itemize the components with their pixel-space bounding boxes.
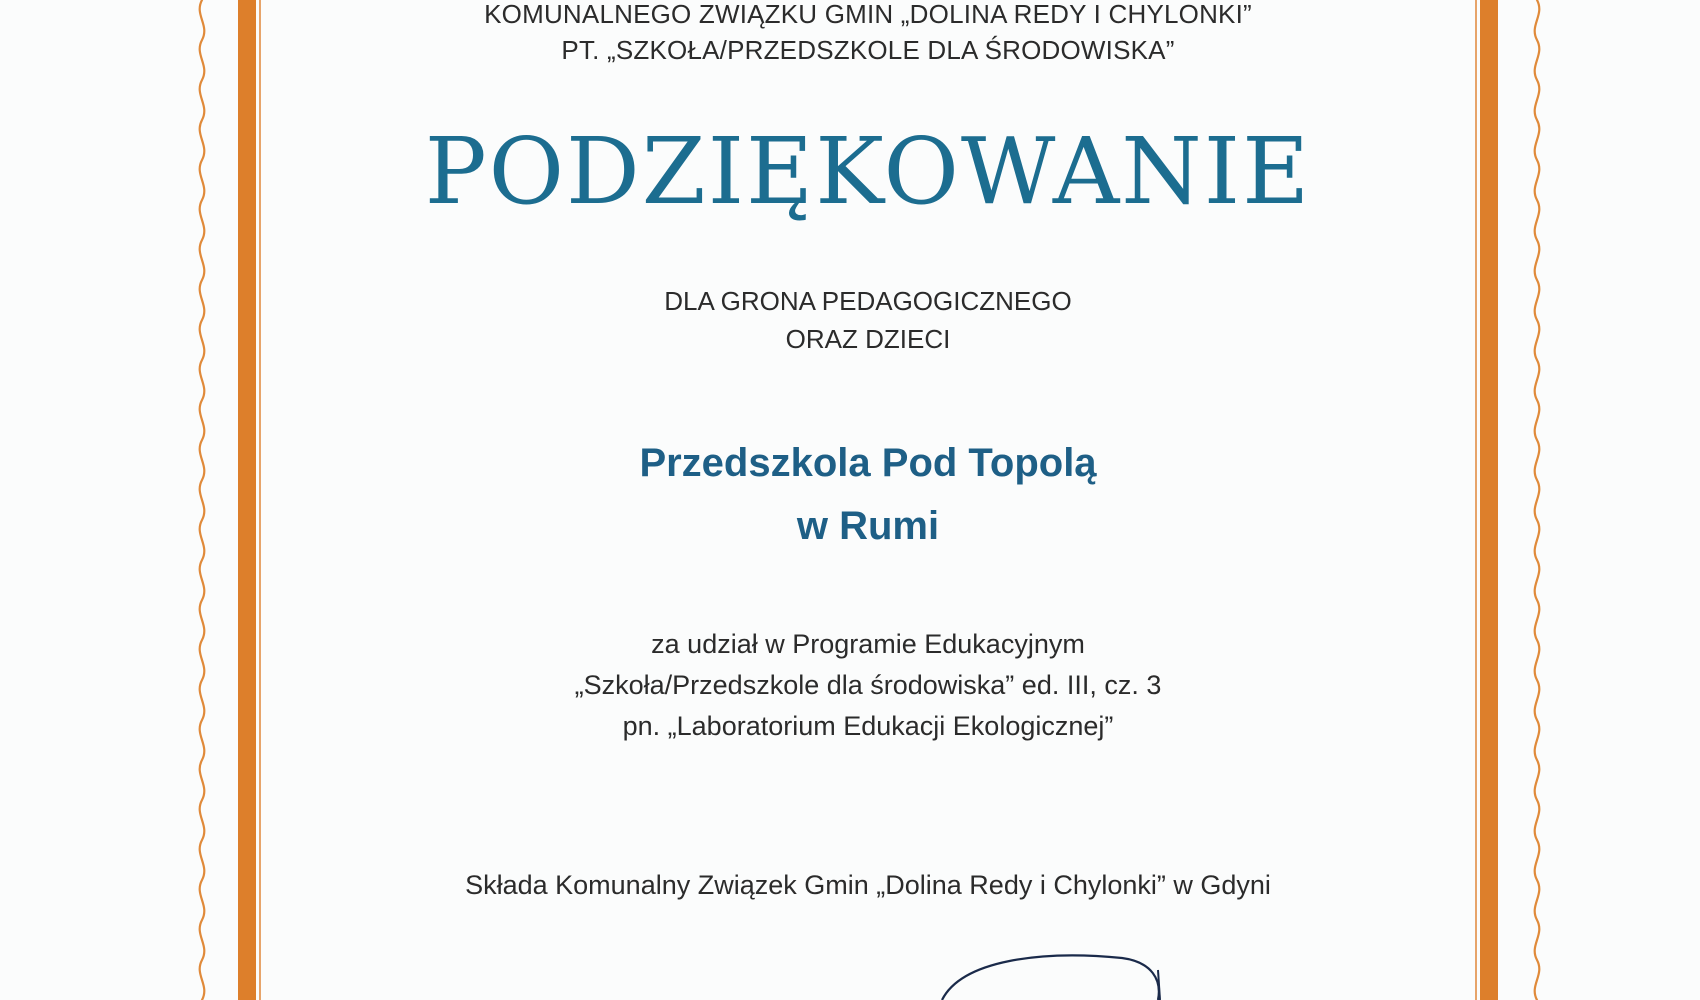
certificate-content [262, 0, 1474, 1000]
right-inner-line [1475, 0, 1477, 1000]
left-inner-line [259, 0, 261, 1000]
signature-scribble [922, 940, 1202, 1000]
left-ornament-border [192, 0, 212, 1000]
header-line-2: PT. „SZKOŁA/PRZEDSZKOLE DLA ŚRODOWISKA” [561, 35, 1175, 65]
institution-location: w Rumi [796, 504, 940, 548]
left-border-bar [238, 0, 256, 1000]
institution-name: Przedszkola Pod Topolą [639, 441, 1097, 485]
header-line-1: KOMUNALNEGO ZWIĄZKU GMIN „DOLINA REDY I CHYLONKI” [484, 0, 1252, 29]
recipient-line-2: ORAZ DZIECI [785, 324, 951, 354]
recipient-line-1: DLA GRONA PEDAGOGICZNEGO [664, 286, 1072, 316]
certificate-title: PODZIĘKOWANIE [424, 118, 1312, 225]
description-line-3: pn. „Laboratorium Edukacji Ekologicznej” [622, 711, 1114, 741]
description-line-2: „Szkoła/Przedszkole dla środowiska” ed. III, cz. 3 [574, 670, 1162, 700]
right-border-bar [1480, 0, 1498, 1000]
sender-line: Składa Komunalny Związek Gmin „Dolina Redy i Chylonki” w Gdyni [465, 870, 1271, 900]
description-line-1: za udział w Programie Edukacyjnym [651, 629, 1085, 659]
right-ornament-border [1527, 0, 1547, 1000]
